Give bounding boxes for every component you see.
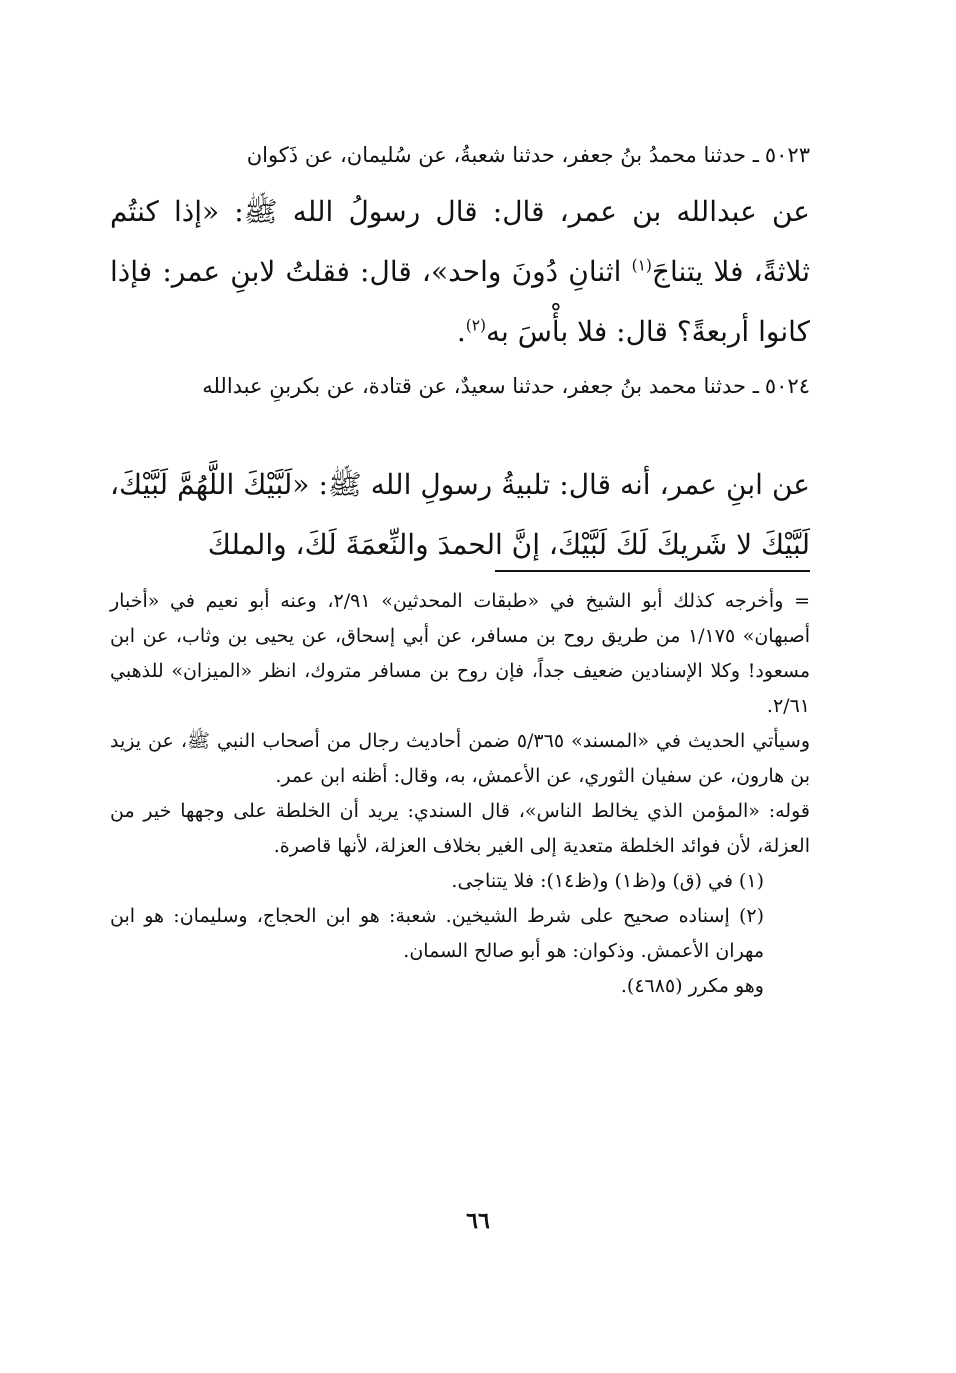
isnad-text: ـ حدثنا محمد بنُ جعفر، حدثنا سعيدٌ، عن قتادة، عن بكربنِ عبدالله (202, 374, 759, 398)
matn-text: عن ابنِ عمر، أنه قال: تلبيةُ رسولِ الله ﷺ: «لَبَّيْكَ اللَّهُمَّ لَبَّيْكَ، لَبَّيْكَ لا شَريكَ لَكَ لَبَّيْكَ، إنَّ الحمدَ والنِّعمَةَ لَكَ، والملكَ (110, 468, 810, 561)
footnote-2-continued: وهو مكرر (٤٦٨٥). (620, 975, 764, 997)
footnote-paragraph: قوله: «المؤمن الذي يخالط الناس»، قال السندي: يريد أن الخلطة على وجهها خير من العزلة، لأن فوائد الخلطة متعدية إلى الغير بخلاف العزلة، لأنها قاصرة. (110, 800, 810, 857)
matn-text: عن عبدالله بن عمر، قال: قال رسولُ الله ﷺ: «إذا كنتُم ثلاثةً، فلا يتناجَ (110, 195, 811, 288)
isnad-text: ـ حدثنا محمدُ بنُ جعفر، حدثنا شعبةُ، عن سُليمان، عن ذَكوان (246, 143, 759, 167)
footnote-paragraph: وسيأتي الحديث في «المسند» ٥/٣٦٥ ضمن أحاديث رجال من أصحاب النبي ﷺ، عن يزيد بن هارون، عن سفيان الثوري، عن الأعمش، به، وقال: أظنه ابن عمر. (110, 730, 811, 787)
footnote-divider (495, 570, 810, 572)
matn-period: . (456, 315, 466, 348)
footnote-1: (١) في (ق) و(ظ١) و(ظ١٤): فلا يتناجى. (451, 870, 764, 892)
hadith-number: ٥٠٢٣ (764, 143, 810, 167)
hadith-5024-matn (110, 455, 810, 575)
page-number: ٦٦ (466, 1208, 490, 1234)
footnotes (110, 584, 810, 1004)
hadith-5024-isnad (110, 367, 810, 405)
hadith-5023-isnad (110, 140, 810, 170)
footnote-continued: = وأخرجه كذلك أبو الشيخ في «طبقات المحدثين» ٢/٩١، وعنه أبو نعيم في «أخبار أصبهان» ١/١٧٥ من طريق روح بن مسافر، عن أبي إسحاق، عن يحيى بن وثاب، عن ابن مسعود! وكلا الإسنادين ضعيف جداً، فإن روح بن مسافر متروك، انظر «الميزان» للذهبي ٢/٦١. (110, 590, 811, 717)
footnote-ref: (١) (631, 256, 652, 275)
matn-text: اثنانِ دُونَ واحد»، قال: فقلتُ لابنِ عمر: فإذا كانوا أربعةً؟ قال: فلا بأْسَ به (110, 255, 810, 348)
hadith-number: ٥٠٢٤ (764, 374, 810, 398)
footnote-2: (٢) إسناده صحيح على شرط الشيخين. شعبة: هو ابن الحجاج، وسليمان: هو ابن مهران الأعمش. وذكوان: هو أبو صالح السمان. (110, 905, 764, 962)
footnote-ref: (٢) (465, 316, 487, 335)
hadith-5023-matn (110, 182, 810, 362)
